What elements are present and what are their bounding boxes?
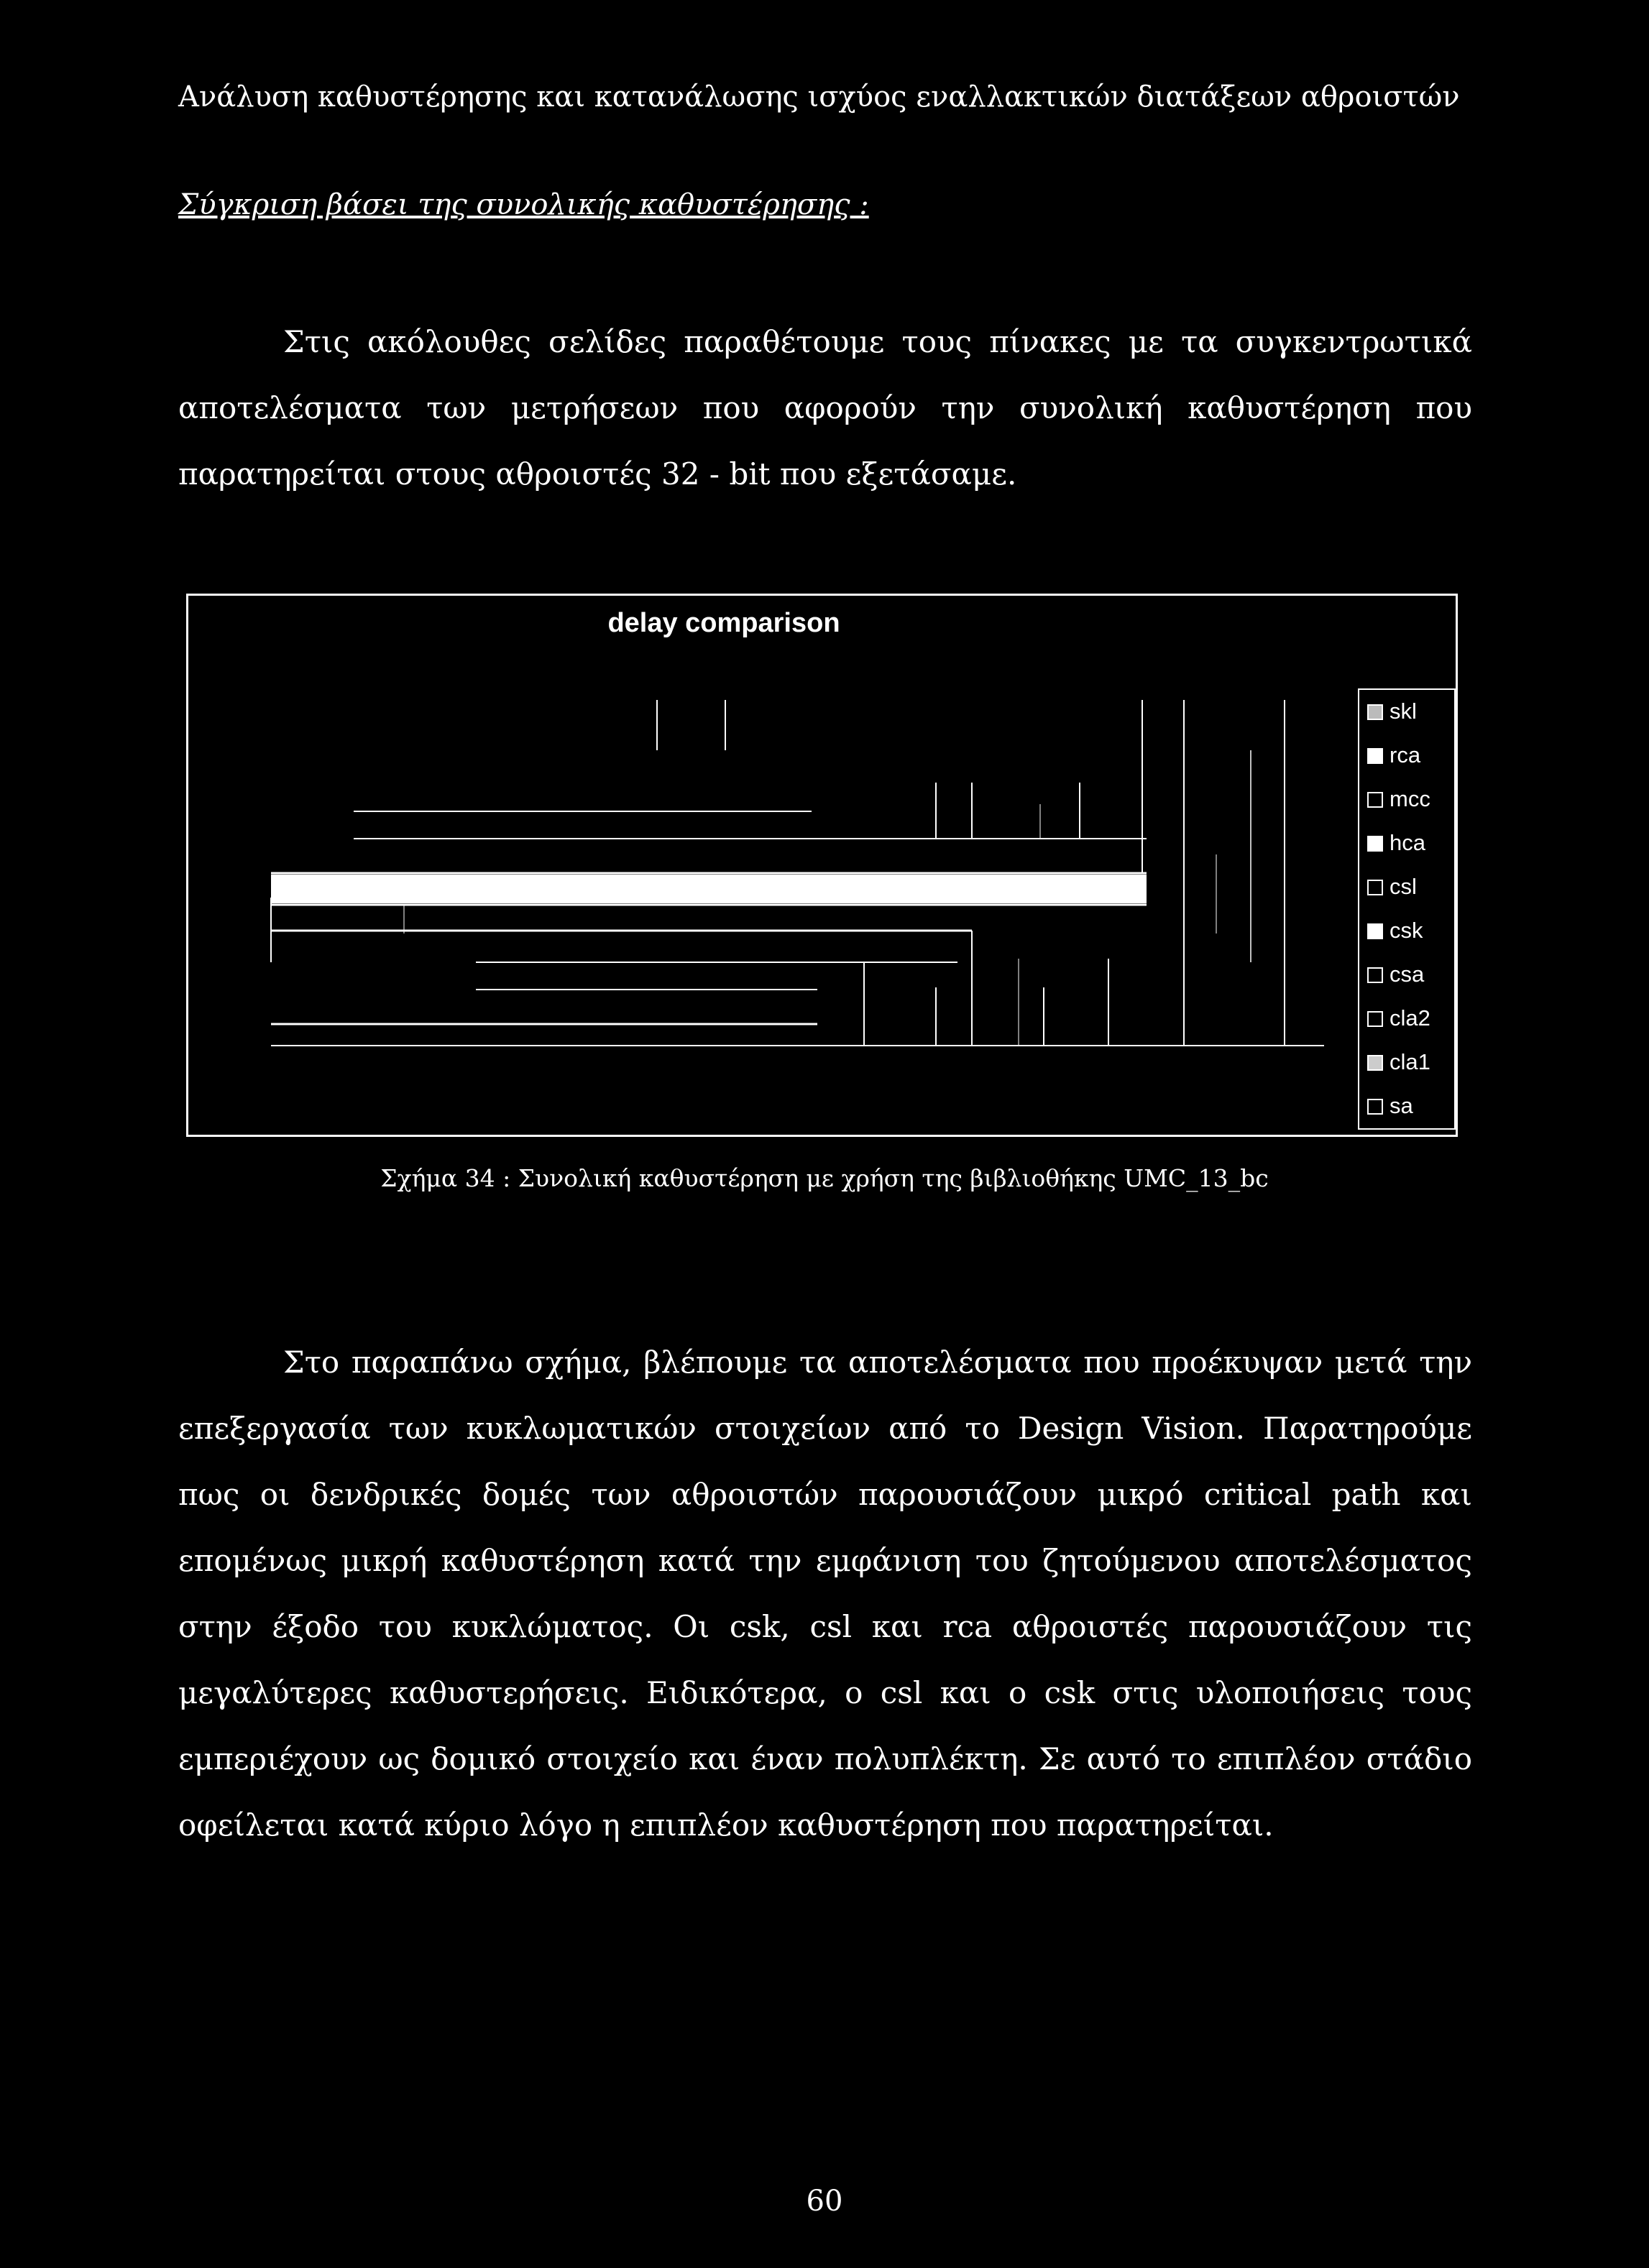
body-paragraph [178, 1329, 1472, 1858]
chart-legend [1359, 689, 1455, 1129]
intro-text: Στις ακόλουθες σελίδες παραθέτουμε τους πίνακες με τα συγκεντρωτικά αποτελέσματα των μετρήσεων που αφορούν την συνολική καθυστέρηση που παρατηρείται στους αθροιστές 32 - bit που εξετάσαμε. [178, 324, 1472, 492]
chart-plot-area [271, 700, 1324, 1046]
legend-label-hca: hca [1390, 830, 1425, 855]
delay-comparison-chart [186, 594, 1458, 1137]
legend-label-sa: sa [1390, 1093, 1413, 1118]
legend-item-sa [1368, 1093, 1414, 1118]
legend-label-csl: csl [1390, 874, 1417, 899]
legend-swatch-skl [1368, 705, 1382, 719]
legend-item-csk [1368, 918, 1423, 943]
legend-swatch-cla1 [1368, 1056, 1382, 1070]
running-header: Ανάλυση καθυστέρησης και κατανάλωσης ισχύος εναλλακτικών διατάξεων αθροιστών [178, 80, 1460, 114]
legend-item-skl [1368, 699, 1417, 724]
legend-swatch-cla2 [1368, 1012, 1382, 1026]
legend-label-cla2: cla2 [1390, 1005, 1430, 1031]
chart-title: delay comparison [607, 608, 840, 638]
legend-item-mcc [1368, 786, 1430, 811]
legend-item-hca [1368, 830, 1426, 855]
legend-item-csa [1368, 962, 1425, 987]
legend-item-rca [1368, 742, 1421, 767]
legend-swatch-csk [1368, 924, 1382, 939]
bar-band [271, 875, 1147, 903]
intro-paragraph [178, 309, 1472, 507]
legend-item-csl [1368, 874, 1417, 899]
legend-label-skl: skl [1390, 699, 1417, 724]
legend-label-csk: csk [1390, 918, 1423, 943]
legend-label-cla1: cla1 [1390, 1049, 1430, 1074]
figure-caption: Σχήμα 34 : Συνολική καθυστέρηση με χρήση της βιβλιοθήκης UMC_13_bc [380, 1164, 1269, 1192]
legend-label-rca: rca [1390, 742, 1421, 767]
legend-swatch-hca [1368, 836, 1382, 851]
legend-swatch-rca [1368, 749, 1382, 763]
legend-item-cla2 [1368, 1005, 1430, 1031]
section-heading: Σύγκριση βάσει της συνολικής καθυστέρησης : [178, 188, 869, 221]
legend-swatch-csa [1368, 968, 1382, 982]
legend-swatch-sa [1368, 1100, 1382, 1114]
page-number: 60 [806, 2185, 843, 2218]
legend-label-mcc: mcc [1390, 786, 1430, 811]
body-text: Στο παραπάνω σχήμα, βλέπουμε τα αποτελέσματα που προέκυψαν μετά την επεξεργασία των κυκλωματικών στοιχείων από το Design Vision. Παρατηρούμε πως οι δενδρικές δομές των αθροιστών παρουσιάζουν μικρό critical path και επομένως μικρή καθυστέρηση κατά την εμφάνιση του ζητούμενου αποτελέσματος στην έξοδο του κυκλώματος. Οι csk, csl και rca αθροιστές παρουσιάζουν τις μεγαλύτερες καθυστερήσεις. Ειδικότερα, ο csl και ο csk στις υλοποιήσεις τους εμπεριέχουν ως δομικό στοιχείο και έναν πολυπλέκτη. Σε αυτό το επιπλέον στάδιο οφείλεται κατά κύριο λόγο η επιπλέον καθυστέρηση που παρατηρείται. [178, 1345, 1472, 1843]
legend-swatch-csl [1368, 880, 1382, 895]
legend-label-csa: csa [1390, 962, 1425, 987]
legend-item-cla1 [1368, 1049, 1430, 1074]
legend-swatch-mcc [1368, 793, 1382, 807]
chart-canvas [188, 596, 1456, 1135]
